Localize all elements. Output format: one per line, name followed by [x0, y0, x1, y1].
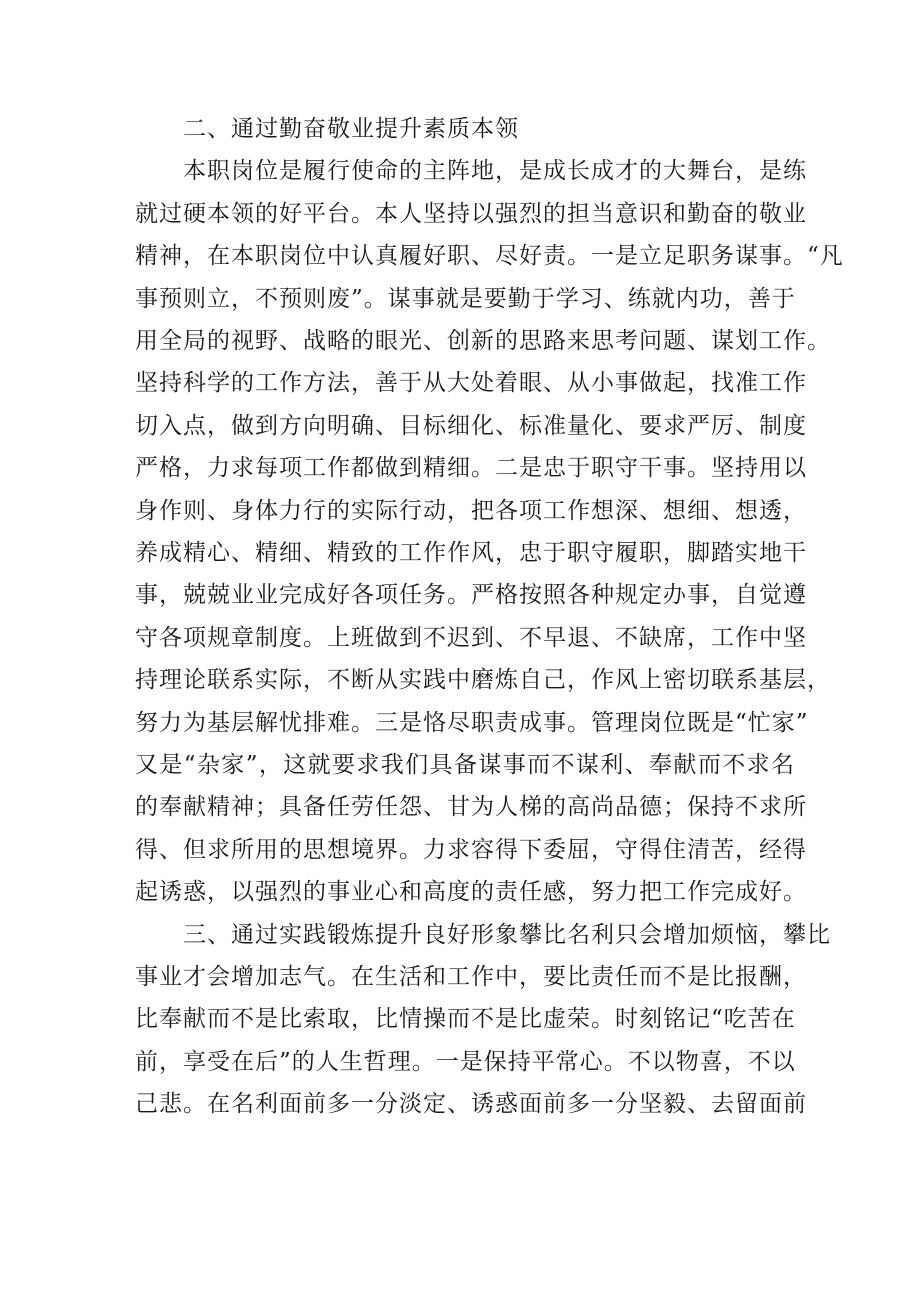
- body-text-line: 前，享受在后”的人生哲理。一是保持平常心。不以物喜，不以: [135, 1048, 796, 1075]
- body-text-line: 精神，在本职岗位中认真履好职、尽好责。一是立足职务谋事。“凡: [135, 243, 844, 270]
- body-text-line: 持理论联系实际，不断从实践中磨炼自己，作风上密切联系基层，: [135, 667, 831, 694]
- body-text-line: 又是“杂家”，这就要求我们具备谋事而不谋利、奉献而不求名: [135, 752, 795, 778]
- body-text-line: 用全局的视野、战略的眼光、创新的思路来思考问题、谋划工作。: [135, 328, 831, 354]
- body-text-line: 身作则、身体力行的实际行动，把各项工作想深、想细、想透，: [135, 497, 807, 524]
- body-text-line: 事，兢兢业业完成好各项任务。严格按照各种规定办事，自觉遵: [135, 582, 807, 609]
- body-text-line: 坚持科学的工作方法，善于从大处着眼、从小事做起，找准工作: [135, 370, 807, 397]
- section-heading-2: 二、通过勤奋敬业提升素质本领: [183, 116, 519, 142]
- section-heading-3: 三、通过实践锻炼提升良好形象攀比名利只会增加烦恼，攀比: [183, 921, 831, 948]
- body-text-line: 事业才会增加志气。在生活和工作中，要比责任而不是比报酬，: [135, 964, 807, 990]
- body-text-line: 得、但求所用的思想境界。力求容得下委屈，守得住清苦，经得: [135, 836, 807, 863]
- body-text-line: 养成精心、精细、精致的工作作风，忠于职守履职，脚踏实地干: [135, 540, 807, 566]
- body-text-line: 的奉献精神；具备任劳任怨、甘为人梯的高尚品德；保持不求所: [135, 794, 807, 821]
- body-text-line: 事预则立，不预则废”。谋事就是要勤于学习、练就内功，善于: [135, 285, 796, 312]
- body-text-line: 努力为基层解忧排难。三是恪尽职责成事。管理岗位既是“忙家”: [135, 709, 809, 736]
- body-text-line: 起诱惑，以强烈的事业心和高度的责任感，努力把工作完成好。: [135, 879, 807, 906]
- body-text-line: 本职岗位是履行使命的主阵地，是成长成才的大舞台，是练: [183, 158, 807, 185]
- body-text-line: 就过硬本领的好平台。本人坚持以强烈的担当意识和勤奋的敬业: [135, 200, 807, 227]
- body-text-line: 严格，力求每项工作都做到精细。二是忠于职守干事。坚持用以: [135, 455, 807, 482]
- body-text-line: 比奉献而不是比索取，比情操而不是比虚荣。时刻铭记“吃苦在: [135, 1006, 796, 1033]
- body-text-line: 切入点，做到方向明确、目标细化、标准量化、要求严厉、制度: [135, 412, 807, 439]
- body-text-line: 己悲。在名利面前多一分淡定、诱惑面前多一分坚毅、去留面前: [135, 1091, 807, 1118]
- body-text-line: 守各项规章制度。上班做到不迟到、不早退、不缺席，工作中坚: [135, 624, 807, 651]
